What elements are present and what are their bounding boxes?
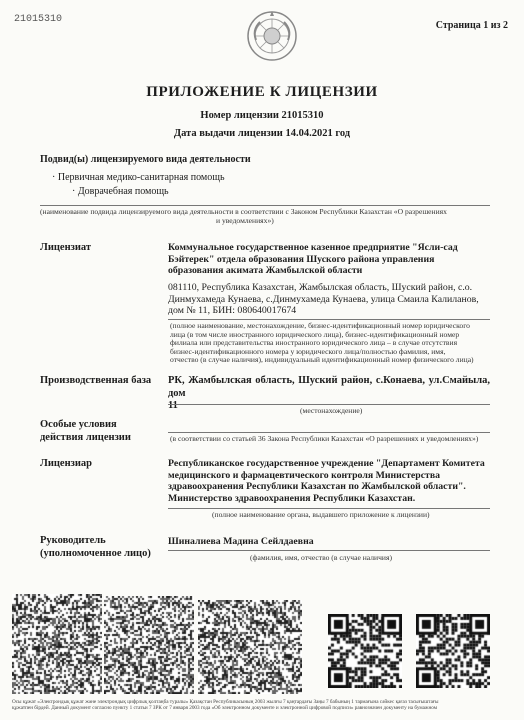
footer-legal-text: Осы құжат «Электрондық құжат және электрондық цифрлық қолтаңба туралы» Қазақстан Республикасының 2003 жылғы 7 қаңтардағы Заңы 7 бабының 1 тармағына сәйкес қағаз тасығыштағы құжатпен бірдей. Данный документ согласно пункту 1 статьи 7 ЗРК от 7 января 2003 года «Об электронном документе и электронной цифровой подписи» равнозначен документу на бумажном	[12, 699, 439, 711]
divider	[168, 550, 490, 551]
licensor-label: Лицензиар	[40, 458, 92, 469]
licensee-name: Коммунальное государственное казенное предприятие "Ясли-сад Бэйтерек" отдела образования Шуского района управления образования акимата Жамбылской области	[168, 242, 458, 277]
state-emblem-icon	[246, 10, 298, 62]
production-base-label: Производственная база	[40, 375, 152, 386]
head-value: Шиналиева Мадина Сейлдаевна	[168, 536, 314, 547]
licensee-address: 081110, Республика Казахстан, Жамбылская область, Шуский район, с.о. Динмухамеда Кунаева, с.Динмухамеда Кунаева, улица Смаила Калиланов, дом № 11, БИН: 080640017674	[168, 282, 479, 317]
page-indicator: Страница 1 из 2	[435, 20, 508, 31]
activity-note: и уведомлениях»)	[216, 216, 274, 225]
activity-note: (наименование подвида лицензируемого вида деятельности в соответствии с Законом Республики Казахстан «О разрешениях	[40, 207, 447, 216]
licensee-label: Лицензиат	[40, 242, 92, 253]
divider	[168, 319, 490, 320]
production-base-note: (местонахождение)	[300, 406, 363, 415]
special-conditions-note: (в соответствии со статьей 36 Закона Республики Казахстан «О разрешениях и уведомлениях»)	[170, 434, 479, 443]
divider	[168, 432, 490, 433]
qr-code	[416, 614, 490, 688]
divider	[168, 404, 490, 405]
production-base-value: РК, Жамбылская область, Шуский район, с.Конаева, ул.Смайыла, дом 11	[168, 375, 490, 411]
head-label: Руководитель (уполномоченное лицо)	[40, 535, 151, 559]
head-note: (фамилия, имя, отчество (в случае наличия)	[250, 553, 392, 562]
licensee-note: (полное наименование, местонахождение, бизнес-идентификационный номер юридического лица (в том числе иностранного юридического лица), бизнес-идентификационный номер филиала или представительства иностранного юридического лица – в случае отсутствия бизнес-идентификационного номера у юридического лица/полностью фамилия, имя, отчество (в случае наличия), индивидуальный идентификационный номер физического лица)	[170, 321, 474, 365]
divider	[168, 508, 490, 509]
special-conditions-label: Особые условия действия лицензии	[40, 419, 131, 443]
divider	[40, 205, 490, 206]
activity-item: · Доврачебная помощь	[72, 186, 169, 197]
signature-data-block	[198, 600, 302, 694]
license-number: Номер лицензии 21015310	[200, 110, 324, 121]
licensor-note: (полное наименование органа, выдавшего приложение к лицензии)	[212, 510, 430, 519]
licensor-value: Республиканское государственное учреждение "Департамент Комитета медицинского и фармацевтического контроля Министерства здравоохранения Республики Казахстан по Жамбылской области". Министерство здравоохранения Республики Казахстан.	[168, 458, 485, 504]
document-title: ПРИЛОЖЕНИЕ К ЛИЦЕНЗИИ	[146, 84, 378, 100]
signature-data-block	[104, 596, 194, 694]
signature-data-block	[12, 594, 102, 694]
activity-heading: Подвид(ы) лицензируемого вида деятельности	[40, 154, 251, 165]
activity-item: · Первичная медико-санитарная помощь	[52, 172, 225, 183]
issue-date: Дата выдачи лицензии 14.04.2021 год	[173, 128, 351, 139]
document-number-corner: 21015310	[14, 14, 63, 25]
qr-code	[328, 614, 402, 688]
